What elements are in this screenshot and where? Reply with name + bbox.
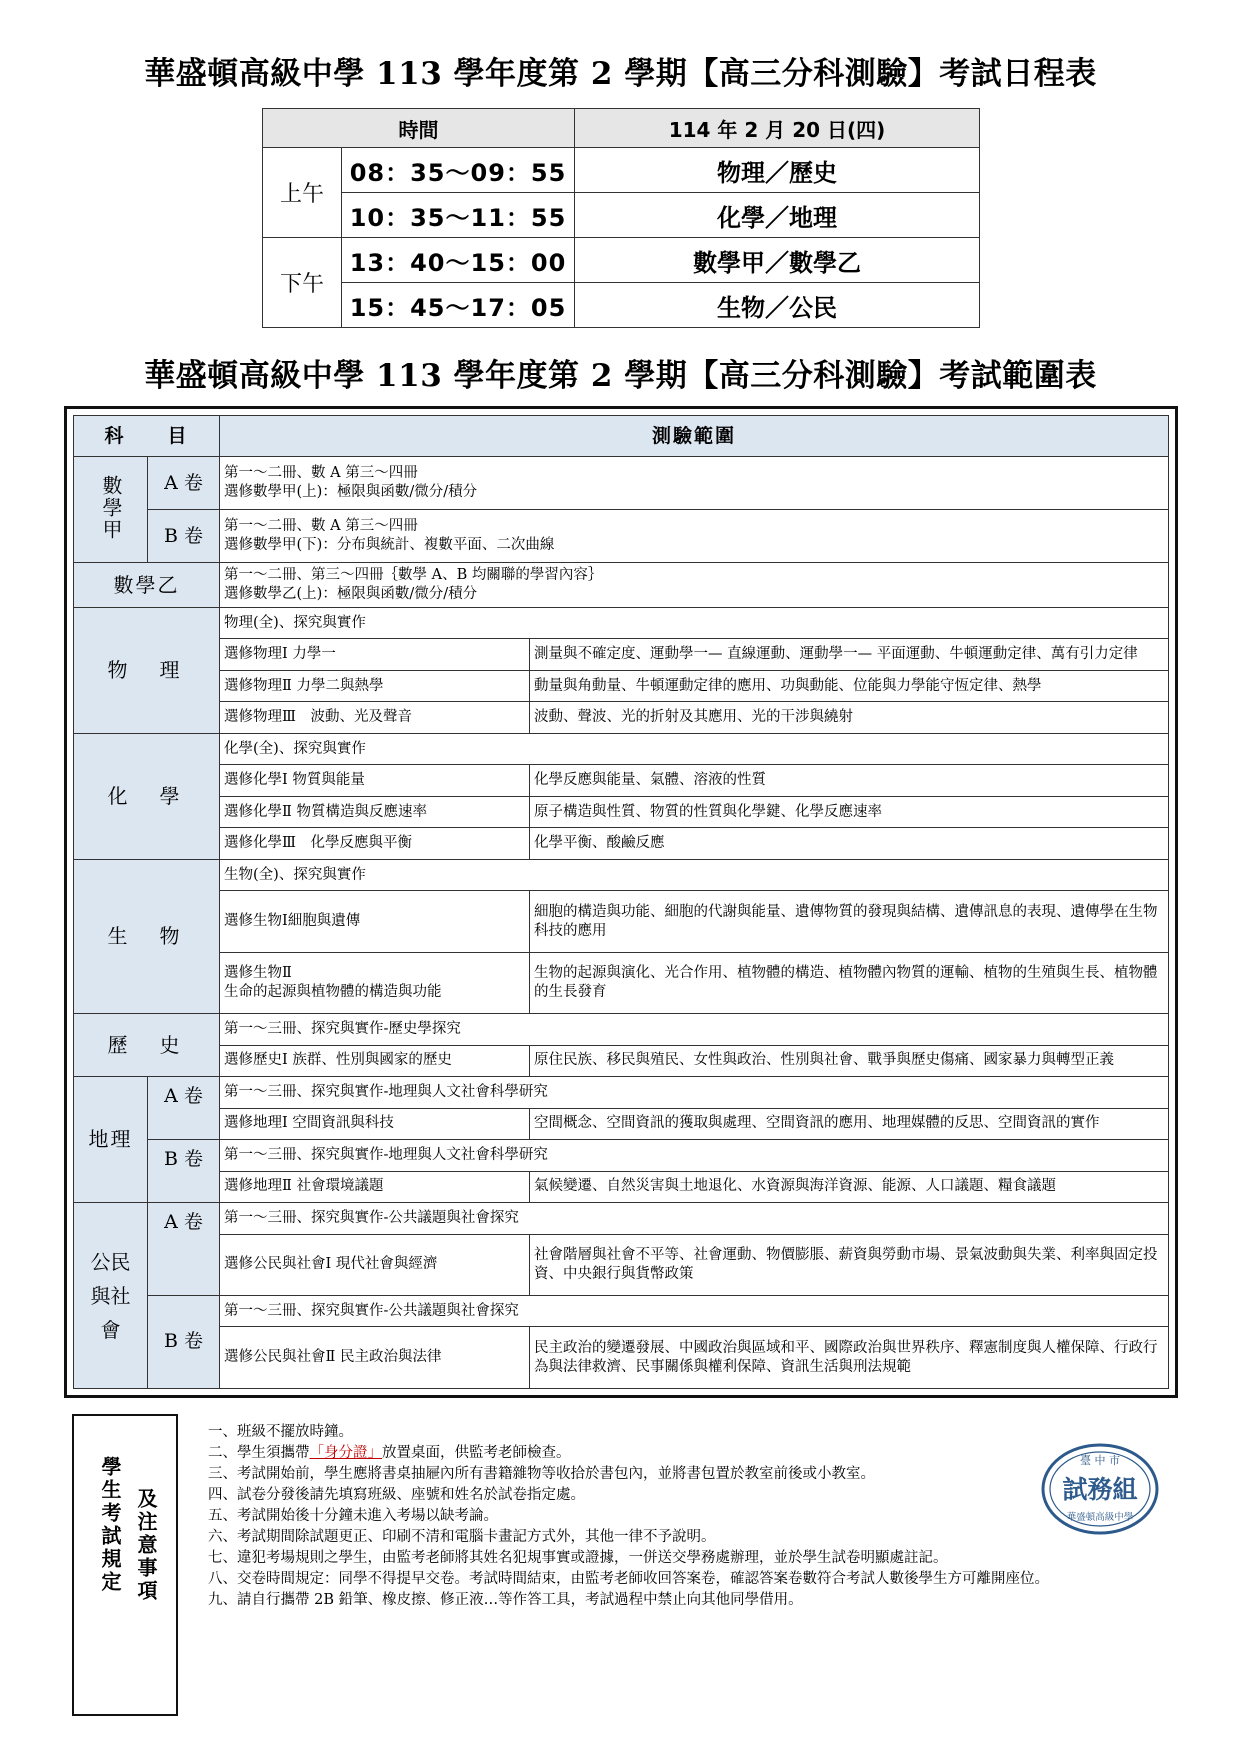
subject-biology: 生 物 [74,859,220,1013]
range-title: 華盛頓高級中學 113 學年度第 2 學期【高三分科測驗】考試範圍表 [144,358,1097,394]
course-content: 波動、聲波、光的折射及其應用、光的干涉與繞射 [530,702,1169,733]
scope-line: 選修數學乙(上)：極限與函數/微分/積分 [224,586,478,602]
schedule-subject: 數學甲／數學乙 [575,238,980,283]
exam-office-seal [1040,1442,1160,1536]
am-label: 上午 [263,148,342,238]
rules-label: 學生考試規定 [98,1456,122,1594]
scope-base: 第一～三冊、探究與實作-公共議題與社會探究 [220,1203,1169,1234]
course-content: 動量與角動量、牛頓運動定律的應用、功與動能、位能與力學能守恆定律、熱學 [530,670,1169,701]
schedule-subject: 物理／歷史 [575,148,980,193]
subject-history: 歷 史 [74,1014,220,1077]
paper-a: A 卷 [148,457,220,510]
course: 選修地理Ⅱ 社會環境議題 [220,1171,530,1202]
course: 選修化學Ⅲ 化學反應與平衡 [220,828,530,859]
rule-item-prefix: 二、學生須攜帶 [208,1445,310,1461]
rule-item: 六、考試期間除試題更正、印刷不清和電腦卡畫記方式外，其他一律不予說明。 [208,1529,716,1545]
rule-item: 四、試卷分發後請先填寫班級、座號和姓名於試卷指定處。 [208,1487,585,1503]
rule-item: 七、違犯考場規則之學生，由監考老師將其姓名犯規事實或證據，一併送交學務處辦理，並於學生試卷明顯處註記。 [208,1550,948,1566]
course: 選修物理Ⅲ 波動、光及聲音 [220,702,530,733]
course: 選修化學Ⅱ 物質構造與反應速率 [220,796,530,827]
notice-label: 及注意事項 [134,1488,158,1603]
course: 選修公民與社會Ⅰ 現代社會與經濟 [220,1234,530,1295]
course-content: 測量與不確定度、運動學一— 直線運動、運動學一— 平面運動、牛頓運動定律、萬有引力定律 [530,639,1169,670]
paper-a: A 卷 [148,1077,220,1140]
schedule-header-date: 114 年 2 月 20 日(四) [575,109,980,148]
schedule-subject: 生物／公民 [575,283,980,328]
rule-item: 三、考試開始前，學生應將書桌抽屜內所有書籍雜物等收拾於書包內，並將書包置於教室前後或小教室。 [208,1466,875,1482]
course-content: 細胞的構造與功能、細胞的代謝與能量、遺傳物質的發現與結構、遺傳訊息的表現、遺傳學在生物科技的應用 [530,891,1169,952]
course-content: 社會階層與社會不平等、社會運動、物價膨脹、薪資與勞動市場、景氣波動與失業、利率與固定投資、中央銀行與貨幣政策 [530,1234,1169,1295]
scope-base: 物理(全)、探究與實作 [220,608,1169,639]
course: 選修歷史Ⅰ 族群、性別與國家的歷史 [220,1045,530,1076]
id-card-highlight: 「身分證」 [309,1445,382,1461]
rule-item: 五、考試開始後十分鐘未進入考場以缺考論。 [208,1508,498,1524]
course-content: 空間概念、空間資訊的獲取與處理、空間資訊的應用、地理媒體的反思、空間資訊的實作 [530,1108,1169,1139]
seal-top-text: 臺 中 市 [1080,1454,1120,1467]
scope-line: 第一～二冊、第三～四冊｛數學 A、B 均關聯的學習內容｝ [224,567,603,583]
course-content: 民主政治的變遷發展、中國政治與區域和平、國際政治與世界秩序、釋憲制度與人權保障、行政行為與法律救濟、民事關係與權利保障、資訊生活與刑法規範 [530,1327,1169,1389]
course-content: 生物的起源與演化、光合作用、植物體的構造、植物體內物質的運輸、植物的生殖與生長、植物體的生長發育 [530,952,1169,1013]
course: 選修生物Ⅱ 生命的起源與植物體的構造與功能 [220,952,530,1013]
course-content: 原子構造與性質、物質的性質與化學鍵、化學反應速率 [530,796,1169,827]
seal-center-text: 試務組 [1062,1475,1138,1504]
scope-line: 第一～二冊、數 A 第三～四冊 [224,465,418,481]
course: 選修地理Ⅰ 空間資訊與科技 [220,1108,530,1139]
schedule-subject: 化學／地理 [575,193,980,238]
scope-base: 第一～三冊、探究與實作-公共議題與社會探究 [220,1295,1169,1326]
scope-base: 第一～三冊、探究與實作-地理與人文社會科學研究 [220,1140,1169,1171]
paper-a: A 卷 [148,1203,220,1296]
range-header-scope: 測驗範圍 [220,416,1169,457]
course-content: 化學反應與能量、氣體、溶液的性質 [530,765,1169,796]
course: 選修物理Ⅰ 力學一 [220,639,530,670]
subject-math-b: 數學乙 [74,563,220,608]
course: 選修公民與社會Ⅱ 民主政治與法律 [220,1327,530,1389]
rule-item-suffix: 放置桌面，供監考老師檢查。 [382,1445,571,1461]
scope-line: 選修數學甲(下)：分布與統計、複數平面、二次曲線 [224,537,555,553]
schedule-time: 10：35～11：55 [342,193,575,238]
course: 選修物理Ⅱ 力學二與熱學 [220,670,530,701]
pm-label: 下午 [263,238,342,328]
paper-b: B 卷 [148,510,220,563]
course: 選修化學Ⅰ 物質與能量 [220,765,530,796]
course-content: 原住民族、移民與殖民、女性與政治、性別與社會、戰爭與歷史傷痛、國家暴力與轉型正義 [530,1045,1169,1076]
rule-item: 八、交卷時間規定：同學不得提早交卷。考試時間結束，由監考老師收回答案卷，確認答案卷數符合考試人數後學生方可離開座位。 [208,1571,1049,1587]
range-table [73,415,1169,1389]
course: 選修生物Ⅰ細胞與遺傳 [220,891,530,952]
subject-physics: 物 理 [74,608,220,734]
subject-civics: 公民與社會 [74,1203,148,1389]
paper-b: B 卷 [148,1140,220,1203]
range-header-subject: 科 目 [74,416,220,457]
schedule-title: 華盛頓高級中學 113 學年度第 2 學期【高三分科測驗】考試日程表 [144,56,1097,92]
subject-math-a: 數學甲 [99,475,123,541]
seal-bottom-text: 華盛頓高級中學 [1066,1512,1134,1523]
scope-line: 第一～二冊、數 A 第三～四冊 [224,518,418,534]
rules-label-box [72,1414,178,1716]
scope-base: 化學(全)、探究與實作 [220,733,1169,764]
subject-chemistry: 化 學 [74,733,220,859]
scope-base: 生物(全)、探究與實作 [220,859,1169,890]
scope-line: 選修數學甲(上)：極限與函數/微分/積分 [224,484,478,500]
paper-b: B 卷 [148,1295,220,1388]
scope-base: 第一～三冊、探究與實作-歷史學探究 [220,1014,1169,1045]
schedule-time: 08：35～09：55 [342,148,575,193]
scope-base: 第一～三冊、探究與實作-地理與人文社會科學研究 [220,1077,1169,1108]
schedule-time: 15：45～17：05 [342,283,575,328]
subject-geography: 地理 [74,1077,148,1203]
course-content: 氣候變遷、自然災害與土地退化、水資源與海洋資源、能源、人口議題、糧食議題 [530,1171,1169,1202]
schedule-table [262,108,980,328]
schedule-header-time: 時間 [263,109,575,148]
schedule-time: 13：40～15：00 [342,238,575,283]
rule-item: 九、請自行攜帶 2B 鉛筆、橡皮擦、修正液…等作答工具，考試過程中禁止向其他同學借用。 [208,1592,803,1608]
range-table-frame [64,406,1178,1398]
rule-item: 一、班級不擺放時鐘。 [208,1424,353,1440]
course-content: 化學平衡、酸鹼反應 [530,828,1169,859]
